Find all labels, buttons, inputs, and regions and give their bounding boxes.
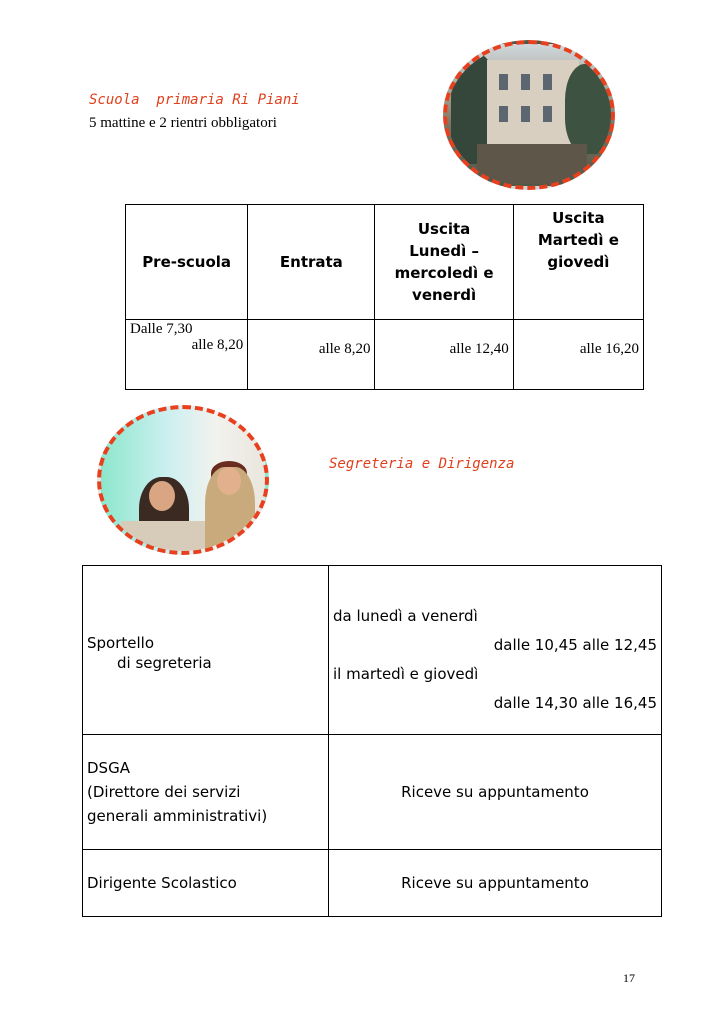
cell-pre-scuola: Dalle 7,30 alle 8,20 (126, 320, 248, 390)
office-staff-photo (97, 405, 269, 555)
table-row (126, 320, 644, 390)
sportello-label: Sportello di segreteria (83, 566, 329, 735)
header-entrata: Entrata (248, 205, 375, 320)
segreteria-title: Segreteria e Dirigenza (329, 456, 515, 472)
school-subtitle: 5 mattine e 2 rientri obbligatori (89, 115, 277, 131)
school-schedule-table (125, 204, 644, 390)
cell-uscita-2: alle 16,20 (513, 320, 643, 390)
table-row (83, 735, 662, 850)
header-uscita-lun-mer-ven: Uscita Lunedì – mercoledì e venerdì (375, 205, 513, 320)
table-row (83, 850, 662, 917)
school-building-photo (443, 40, 615, 190)
header-uscita-mar-gio: Uscita Martedì e giovedì (513, 205, 643, 320)
page-number: 17 (623, 971, 635, 985)
dsga-label: DSGA (Direttore dei servizi generali amministrativi) (83, 735, 329, 850)
dirigente-value: Riceve su appuntamento (329, 850, 662, 917)
cell-entrata: alle 8,20 (248, 320, 375, 390)
school-title: Scuola primaria Ri Piani (89, 92, 300, 108)
sportello-hours: da lunedì a venerdì dalle 10,45 alle 12,45 il martedì e giovedì dalle 14,30 alle 16,45 (329, 566, 662, 735)
header-pre-scuola: Pre-scuola (126, 205, 248, 320)
dsga-value: Riceve su appuntamento (329, 735, 662, 850)
office-hours-table (82, 565, 662, 917)
cell-uscita-1: alle 12,40 (375, 320, 513, 390)
dirigente-label: Dirigente Scolastico (83, 850, 329, 917)
table-row (83, 566, 662, 735)
